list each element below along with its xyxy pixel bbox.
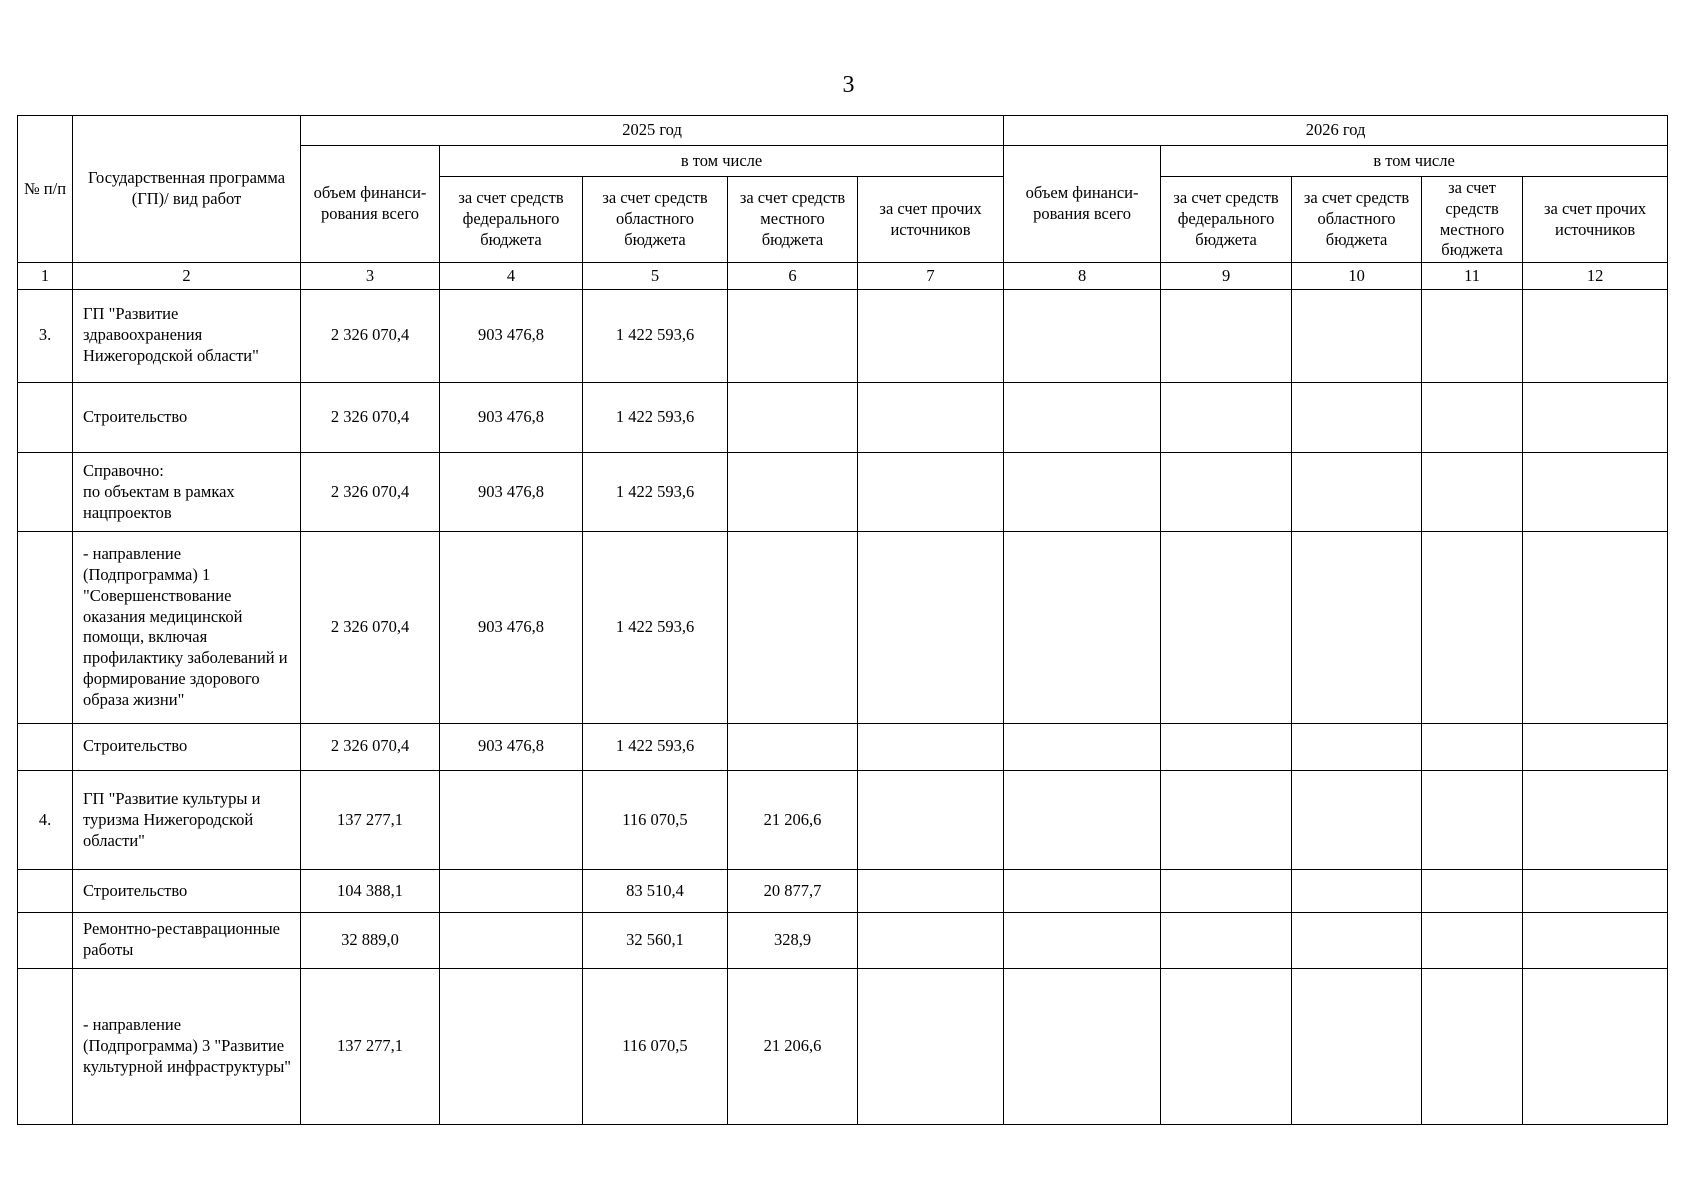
row-num [18,723,73,770]
row-cell-2026 [1161,452,1292,531]
row-other [858,912,1004,968]
row-cell-2026 [1523,290,1668,383]
row-local [728,532,858,723]
header-total-2025: объем финанси-рования всего [301,146,440,263]
row-other [858,870,1004,912]
table-header [18,116,1668,290]
table-body [18,290,1668,1125]
row-name: - направление (Подпрограмма) 3 "Развитие культурной инфраструктуры" [73,969,301,1125]
row-regional: 1 422 593,6 [583,290,728,383]
header-local-2026: за счет средств местного бюджета [1422,177,1523,263]
row-cell-2026 [1004,290,1161,383]
row-cell-2026 [1422,382,1523,452]
row-cell-2026 [1292,870,1422,912]
row-cell-2026 [1422,452,1523,531]
row-cell-2026 [1161,382,1292,452]
table-row [18,969,1668,1125]
row-local: 328,9 [728,912,858,968]
table-row [18,290,1668,383]
column-number-row [18,263,1668,290]
header-other-2025: за счет прочих источников [858,177,1004,263]
row-cell-2026 [1161,770,1292,870]
row-cell-2026 [1523,382,1668,452]
row-cell-2026 [1004,912,1161,968]
row-cell-2026 [1523,912,1668,968]
row-cell-2026 [1292,452,1422,531]
row-cell-2026 [1422,532,1523,723]
row-cell-2026 [1004,382,1161,452]
row-federal: 903 476,8 [440,382,583,452]
column-number: 10 [1292,263,1422,290]
row-local [728,290,858,383]
row-total: 137 277,1 [301,770,440,870]
row-cell-2026 [1161,532,1292,723]
row-name: ГП "Развитие культуры и туризма Нижегородской области" [73,770,301,870]
row-name: Справочно: по объектам в рамках нацпроектов [73,452,301,531]
column-number: 5 [583,263,728,290]
row-cell-2026 [1523,532,1668,723]
row-federal: 903 476,8 [440,532,583,723]
row-total: 2 326 070,4 [301,723,440,770]
table-row [18,770,1668,870]
row-other [858,770,1004,870]
row-name: Ремонтно-реставрационные работы [73,912,301,968]
row-cell-2026 [1292,770,1422,870]
row-name: Строительство [73,382,301,452]
row-local [728,723,858,770]
header-year-2025: 2025 год [301,116,1004,146]
row-other [858,723,1004,770]
row-cell-2026 [1004,532,1161,723]
table-row [18,870,1668,912]
row-cell-2026 [1292,912,1422,968]
row-cell-2026 [1161,870,1292,912]
row-cell-2026 [1523,870,1668,912]
row-federal: 903 476,8 [440,723,583,770]
header-including-2026: в том числе [1161,146,1668,177]
row-num [18,452,73,531]
row-cell-2026 [1161,969,1292,1125]
row-cell-2026 [1004,770,1161,870]
row-cell-2026 [1422,912,1523,968]
row-local: 21 206,6 [728,770,858,870]
row-cell-2026 [1422,870,1523,912]
row-cell-2026 [1161,723,1292,770]
header-other-2026: за счет прочих источников [1523,177,1668,263]
row-num: 3. [18,290,73,383]
table-row [18,912,1668,968]
row-cell-2026 [1523,452,1668,531]
table-row [18,532,1668,723]
row-other [858,969,1004,1125]
budget-table [17,115,1668,1125]
row-total: 2 326 070,4 [301,290,440,383]
row-regional: 116 070,5 [583,969,728,1125]
header-program: Государственная программа (ГП)/ вид работ [73,116,301,263]
header-num: № п/п [18,116,73,263]
header-regional-2025: за счет средств областного бюджета [583,177,728,263]
row-name: Строительство [73,870,301,912]
row-cell-2026 [1523,969,1668,1125]
row-regional: 1 422 593,6 [583,723,728,770]
row-other [858,452,1004,531]
row-cell-2026 [1523,770,1668,870]
column-number: 3 [301,263,440,290]
row-federal [440,969,583,1125]
table-row [18,382,1668,452]
row-num [18,382,73,452]
row-num [18,912,73,968]
row-cell-2026 [1004,969,1161,1125]
header-federal-2025: за счет средств федерального бюджета [440,177,583,263]
row-federal [440,870,583,912]
row-regional: 116 070,5 [583,770,728,870]
page-number: 3 [842,72,855,98]
column-number: 7 [858,263,1004,290]
row-other [858,290,1004,383]
header-total-2026: объем финанси-рования всего [1004,146,1161,263]
row-cell-2026 [1004,723,1161,770]
header-federal-2026: за счет средств федерального бюджета [1161,177,1292,263]
row-local [728,452,858,531]
row-cell-2026 [1523,723,1668,770]
column-number: 12 [1523,263,1668,290]
row-regional: 1 422 593,6 [583,532,728,723]
row-num [18,532,73,723]
row-cell-2026 [1161,912,1292,968]
row-total: 2 326 070,4 [301,382,440,452]
row-total: 137 277,1 [301,969,440,1125]
row-total: 104 388,1 [301,870,440,912]
row-name: ГП "Развитие здравоохранения Нижегородской области" [73,290,301,383]
row-cell-2026 [1422,290,1523,383]
row-other [858,532,1004,723]
column-number: 9 [1161,263,1292,290]
column-number: 4 [440,263,583,290]
row-num [18,870,73,912]
column-number: 6 [728,263,858,290]
table-row [18,723,1668,770]
row-local: 20 877,7 [728,870,858,912]
row-name: Строительство [73,723,301,770]
column-number: 1 [18,263,73,290]
row-total: 32 889,0 [301,912,440,968]
row-local [728,382,858,452]
table-row [18,452,1668,531]
row-name: - направление (Подпрограмма) 1 "Совершенствование оказания медицинской помощи, включая профилактику заболеваний и формирование здорового образа жизни" [73,532,301,723]
row-regional: 83 510,4 [583,870,728,912]
row-cell-2026 [1292,290,1422,383]
row-regional: 1 422 593,6 [583,452,728,531]
row-num [18,969,73,1125]
row-local: 21 206,6 [728,969,858,1125]
column-number: 2 [73,263,301,290]
row-federal: 903 476,8 [440,290,583,383]
row-total: 2 326 070,4 [301,532,440,723]
header-local-2025: за счет средств местного бюджета [728,177,858,263]
row-total: 2 326 070,4 [301,452,440,531]
header-including-2025: в том числе [440,146,1004,177]
row-cell-2026 [1161,290,1292,383]
row-cell-2026 [1004,452,1161,531]
column-number: 8 [1004,263,1161,290]
row-cell-2026 [1422,969,1523,1125]
row-cell-2026 [1292,969,1422,1125]
row-cell-2026 [1292,723,1422,770]
row-cell-2026 [1004,870,1161,912]
row-cell-2026 [1422,723,1523,770]
row-regional: 1 422 593,6 [583,382,728,452]
row-num: 4. [18,770,73,870]
header-regional-2026: за счет средств областного бюджета [1292,177,1422,263]
row-federal [440,770,583,870]
row-cell-2026 [1292,532,1422,723]
row-other [858,382,1004,452]
row-cell-2026 [1292,382,1422,452]
header-year-2026: 2026 год [1004,116,1668,146]
row-federal [440,912,583,968]
row-federal: 903 476,8 [440,452,583,531]
row-regional: 32 560,1 [583,912,728,968]
column-number: 11 [1422,263,1523,290]
row-cell-2026 [1422,770,1523,870]
